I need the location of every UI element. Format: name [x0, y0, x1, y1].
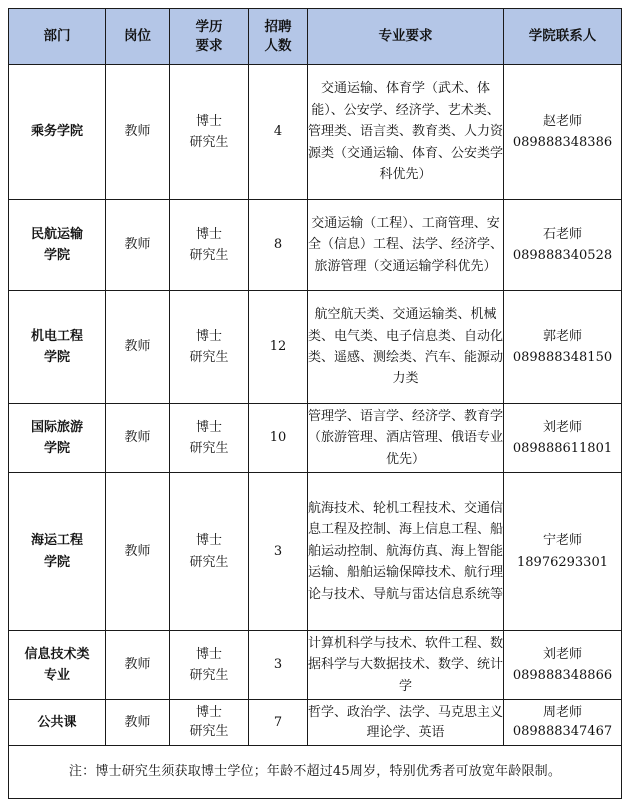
- position-cell: 教师: [106, 200, 170, 291]
- contact-cell: 刘老师 089888348866: [504, 631, 622, 700]
- position-cell: 教师: [106, 404, 170, 473]
- major-cell: 计算机科学与技术、软件工程、数据科学与大数据技术、数学、统计学: [308, 631, 504, 700]
- position-cell: 教师: [106, 473, 170, 631]
- header-row: [9, 9, 622, 65]
- header-education: 学历 要求: [170, 9, 249, 65]
- dept-cell: 公共课: [9, 700, 106, 746]
- table-row: [9, 291, 622, 404]
- contact-cell: 石老师 089888340528: [504, 200, 622, 291]
- major-cell: 管理学、语言学、经济学、教育学（旅游管理、酒店管理、俄语专业优先）: [308, 404, 504, 473]
- dept-cell: 机电工程 学院: [9, 291, 106, 404]
- contact-cell: 周老师 089888347467: [504, 700, 622, 746]
- position-cell: 教师: [106, 291, 170, 404]
- education-cell: 博士 研究生: [170, 291, 249, 404]
- contact-cell: 赵老师 089888348386: [504, 65, 622, 200]
- count-cell: 3: [249, 631, 308, 700]
- contact-cell: 郭老师 089888348150: [504, 291, 622, 404]
- count-cell: 8: [249, 200, 308, 291]
- dept-cell: 国际旅游 学院: [9, 404, 106, 473]
- table-row: [9, 404, 622, 473]
- education-cell: 博士 研究生: [170, 200, 249, 291]
- header-contact: 学院联系人: [504, 9, 622, 65]
- education-cell: 博士 研究生: [170, 65, 249, 200]
- count-cell: 10: [249, 404, 308, 473]
- contact-cell: 刘老师 089888611801: [504, 404, 622, 473]
- table-row: [9, 473, 622, 631]
- note-row: [9, 746, 622, 799]
- education-cell: 博士 研究生: [170, 700, 249, 746]
- count-cell: 12: [249, 291, 308, 404]
- position-cell: 教师: [106, 700, 170, 746]
- dept-cell: 乘务学院: [9, 65, 106, 200]
- major-cell: 航海技术、轮机工程技术、交通信息工程及控制、海上信息工程、船舶运动控制、航海仿真、海上智能运输、船舶运输保障技术、航行理论与技术、导航与雷达信息系统等: [308, 473, 504, 631]
- education-cell: 博士 研究生: [170, 404, 249, 473]
- header-major: 专业要求: [308, 9, 504, 65]
- footnote: 注：博士研究生须获取博士学位；年龄不超过45周岁，特别优秀者可放宽年龄限制。: [9, 746, 622, 799]
- dept-cell: 海运工程 学院: [9, 473, 106, 631]
- count-cell: 4: [249, 65, 308, 200]
- table-row: [9, 65, 622, 200]
- header-position: 岗位: [106, 9, 170, 65]
- education-cell: 博士 研究生: [170, 473, 249, 631]
- table-row: [9, 631, 622, 700]
- position-cell: 教师: [106, 631, 170, 700]
- major-cell: 航空航天类、交通运输类、机械类、电气类、电子信息类、自动化类、遥感、测绘类、汽车、能源动力类: [308, 291, 504, 404]
- major-cell: 交通运输（工程）、工商管理、安全（信息）工程、法学、经济学、旅游管理（交通运输学科优先）: [308, 200, 504, 291]
- major-cell: 哲学、政治学、法学、马克思主义理论学、英语: [308, 700, 504, 746]
- table-row: [9, 700, 622, 746]
- header-count: 招聘 人数: [249, 9, 308, 65]
- header-dept: 部门: [9, 9, 106, 65]
- education-cell: 博士 研究生: [170, 631, 249, 700]
- recruitment-table: [8, 8, 622, 799]
- position-cell: 教师: [106, 65, 170, 200]
- dept-cell: 民航运输 学院: [9, 200, 106, 291]
- major-cell: 交通运输、体育学（武术、体能）、公安学、经济学、艺术类、管理类、语言类、教育类、人力资源类（交通运输、体育、公安类学科优先）: [308, 65, 504, 200]
- count-cell: 3: [249, 473, 308, 631]
- table-row: [9, 200, 622, 291]
- count-cell: 7: [249, 700, 308, 746]
- contact-cell: 宁老师 18976293301: [504, 473, 622, 631]
- dept-cell: 信息技术类 专业: [9, 631, 106, 700]
